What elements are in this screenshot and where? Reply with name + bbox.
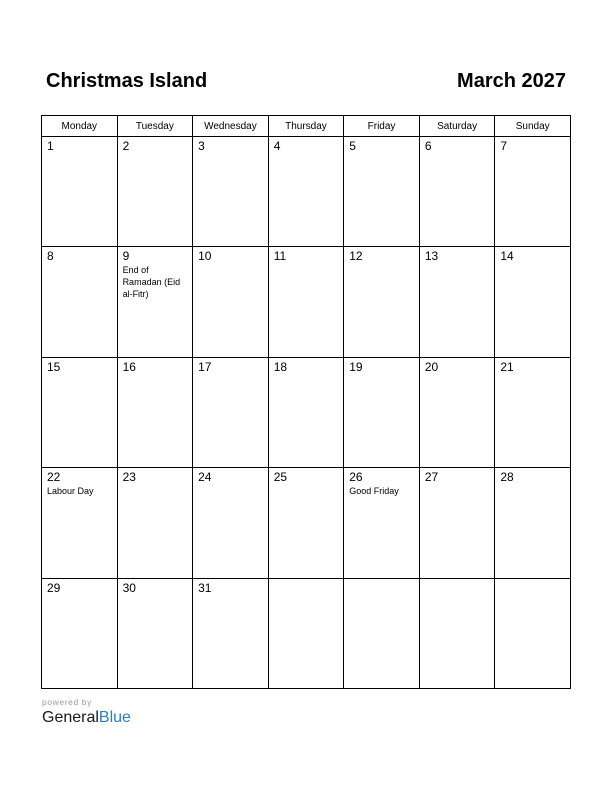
day-event xyxy=(269,263,344,264)
weekday-monday: Monday xyxy=(42,116,118,137)
day-number: 26 xyxy=(349,470,363,485)
day-number: 2 xyxy=(122,139,130,153)
day-event xyxy=(344,263,419,264)
day-cell xyxy=(117,578,193,688)
day-number: 22 xyxy=(47,470,61,485)
day-event: End of Ramadan (Eid al-Fitr) xyxy=(122,265,181,300)
day-event xyxy=(118,153,193,154)
day-cell xyxy=(193,247,269,357)
weekday-wednesday: Wednesday xyxy=(193,116,269,137)
day-cell xyxy=(419,578,495,688)
day-event xyxy=(495,153,570,154)
day-event xyxy=(118,374,193,375)
day-event xyxy=(42,263,117,264)
day-number: 9 xyxy=(122,249,130,264)
day-cell xyxy=(193,468,269,578)
day-number: 5 xyxy=(349,139,356,153)
day-number: 7 xyxy=(500,139,508,153)
day-event xyxy=(495,582,570,583)
region-title: Christmas Island xyxy=(46,70,208,92)
day-event xyxy=(495,374,570,375)
weekday-sunday: Sunday xyxy=(495,116,571,137)
day-event xyxy=(193,484,268,485)
weekday-friday: Friday xyxy=(344,116,420,137)
day-number: 1 xyxy=(47,139,54,153)
day-number: 19 xyxy=(349,359,363,374)
day-cell xyxy=(42,578,118,688)
day-number: 23 xyxy=(122,470,136,485)
day-event: Good Friday xyxy=(349,486,399,497)
day-event xyxy=(269,582,344,583)
week-row-3 xyxy=(42,357,571,467)
day-number: 6 xyxy=(424,139,432,153)
day-number: 31 xyxy=(198,580,212,595)
week-row-5 xyxy=(42,578,571,688)
day-number: 14 xyxy=(500,249,514,264)
day-cell xyxy=(344,137,420,247)
day-event xyxy=(269,374,344,375)
day-cell xyxy=(495,137,571,247)
day-cell xyxy=(193,357,269,467)
day-event xyxy=(193,153,268,154)
day-cell xyxy=(419,357,495,467)
day-number: 8 xyxy=(47,249,54,264)
day-number: 10 xyxy=(198,249,212,264)
day-event xyxy=(344,153,419,154)
day-cell xyxy=(495,578,571,688)
day-event xyxy=(495,263,570,264)
day-event xyxy=(420,374,495,375)
month-year-title: March 2027 xyxy=(457,70,566,92)
footer-branding xyxy=(42,697,131,727)
brand-blue-text: Blue xyxy=(98,709,131,726)
day-number: 4 xyxy=(273,139,281,153)
day-cell xyxy=(117,137,193,247)
weekday-saturday: Saturday xyxy=(419,116,495,137)
day-number: 21 xyxy=(500,359,514,374)
day-event xyxy=(420,582,495,583)
day-event xyxy=(193,263,268,264)
day-number: 12 xyxy=(349,249,363,264)
day-event xyxy=(42,595,117,596)
day-event xyxy=(193,374,268,375)
generalblue-logo[interactable] xyxy=(42,709,131,727)
day-number: 29 xyxy=(47,580,61,595)
day-cell xyxy=(344,247,420,357)
day-cell xyxy=(495,247,571,357)
day-event xyxy=(420,153,495,154)
day-cell xyxy=(42,247,118,357)
day-event: Labour Day xyxy=(47,486,94,497)
day-event xyxy=(42,153,117,154)
day-cell xyxy=(268,247,344,357)
day-event xyxy=(269,153,344,154)
day-number: 11 xyxy=(273,249,287,264)
day-event xyxy=(495,484,570,485)
day-cell xyxy=(193,137,269,247)
week-row-1 xyxy=(42,137,571,247)
day-cell xyxy=(42,468,118,578)
month-calendar-grid xyxy=(41,115,571,689)
weekday-tuesday: Tuesday xyxy=(117,116,193,137)
day-number: 15 xyxy=(47,359,61,374)
day-cell xyxy=(193,578,269,688)
weekday-header-row xyxy=(42,116,571,137)
day-event xyxy=(269,484,344,485)
calendar-header xyxy=(46,70,566,100)
day-cell xyxy=(117,357,193,467)
day-cell xyxy=(419,137,495,247)
day-number: 30 xyxy=(122,580,136,595)
day-number: 13 xyxy=(424,249,439,264)
day-number: 27 xyxy=(424,470,439,485)
day-event xyxy=(420,484,495,485)
day-cell xyxy=(344,468,420,578)
day-number: 3 xyxy=(198,139,205,153)
day-cell xyxy=(268,137,344,247)
day-number: 20 xyxy=(424,359,439,374)
day-cell xyxy=(344,578,420,688)
day-event xyxy=(193,595,268,596)
powered-by-label: powered by xyxy=(42,697,92,707)
day-number: 17 xyxy=(198,359,212,374)
day-number: 16 xyxy=(122,359,136,374)
day-cell xyxy=(344,357,420,467)
brand-general-text: General xyxy=(42,709,99,726)
day-number: 24 xyxy=(198,470,212,485)
day-cell xyxy=(419,247,495,357)
day-cell xyxy=(42,137,118,247)
day-number: 18 xyxy=(273,359,288,374)
week-row-4 xyxy=(42,468,571,578)
weekday-thursday: Thursday xyxy=(268,116,344,137)
day-cell xyxy=(419,468,495,578)
day-event xyxy=(344,374,419,375)
day-cell xyxy=(268,578,344,688)
day-cell xyxy=(268,468,344,578)
day-event xyxy=(118,484,193,485)
day-cell xyxy=(117,247,193,357)
day-event xyxy=(118,595,193,596)
day-cell xyxy=(268,357,344,467)
week-row-2 xyxy=(42,247,571,357)
day-cell xyxy=(42,357,118,467)
day-cell xyxy=(117,468,193,578)
day-cell xyxy=(495,357,571,467)
day-cell xyxy=(495,468,571,578)
day-event xyxy=(420,263,495,264)
day-event xyxy=(42,374,117,375)
day-number: 25 xyxy=(273,470,288,485)
day-event xyxy=(344,582,419,583)
day-number: 28 xyxy=(500,470,514,485)
